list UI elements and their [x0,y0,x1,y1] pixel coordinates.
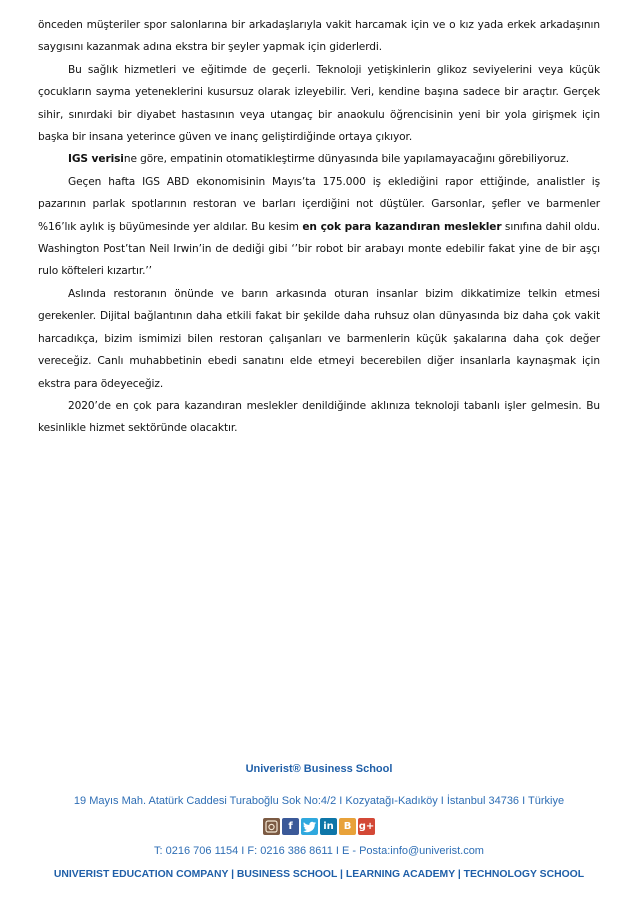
footer-bottom-line: UNIVERIST EDUCATION COMPANY | BUSINESS SCHOOL | LEARNING ACADEMY | TECHNOLOGY SCHOOL [53,869,585,880]
paragraph-4-a: Geçen hafta IGS ABD ekonomisinin Mayıs’ta 175.000 iş eklediğini rapor ettiğinde, analistler iş pazarının parlak spotlarının restoran ve barları içerdiğini not düştüler. Garsonlar, şefler ve barmenler %16’lık aylık iş büyümesinde yer aldılar. Bu kesim [38,175,600,233]
bold-meslekler: en çok para kazandıran meslekler [302,220,502,233]
paragraph-1: önceden müşteriler spor salonlarına bir arkadaşlarıyla vakit harcamak için ve o kız yada erkek arkadaşının saygısını kazanmak adına ekstra bir şeyler yapmak için giderlerdi. [38,19,600,54]
paragraph-6: 2020’de en çok para kazandıran meslekler denildiğinde aklınıza teknoloji tabanlı işler gelmesin. Bu kesinlikle hizmet sektöründe olacaktır. [38,399,600,435]
paragraph-3 [38,148,600,170]
facebook-icon[interactable]: f [282,818,299,835]
blogger-icon[interactable]: B [339,818,356,835]
paragraph-3-rest: ne göre, empatinin otomatikleştirme dünyasında bile yapılamayacağını görebiliyoruz. [123,153,569,166]
article-body [38,14,600,440]
twitter-icon[interactable] [301,818,318,835]
paragraph-4 [38,171,600,283]
footer-social-icons [0,818,638,836]
footer-address: 19 Mayıs Mah. Atatürk Caddesi Turaboğlu Sok No:4/2 I Kozyatağı-Kadıköy I İstanbul 34736 I Türkiye [73,795,565,807]
footer-title: Univerist® Business School [245,763,393,775]
paragraph-2: Bu sağlık hizmetleri ve eğitimde de geçerli. Teknoloji yetişkinlerin glikoz seviyelerini veya küçük çocukların sayma yeteneklerini kusursuz olarak izleyebilir. Veri, kendine başına sadece bir araçtır. Gerçek sihir, sınırdaki bir diyabet hastasının veya utangaç bir anaokulu öğrencisinin yeni bir yola girişmek için başka bir insana yeterince güven ve inanç geliştirdiğinde ortaya çıkıyor. [38,63,600,144]
footer-contact: T: 0216 706 1154 I F: 0216 386 8611 I E - Posta:info@univerist.com [154,845,484,857]
paragraph-5: Aslında restoranın önünde ve barın arkasında oturan insanlar bizim dikkatimize telkin etmesi gerekenler. Dijital bağlantının daha etkili fakat bir şekilde daha ruhsuz olan dünyasında biz daha çok vakit harcadıkça, bizim ismimizi bilen restoran çalışanları ve barmenlerin küçük şakalarına daha çok değer vereceğiz. Canlı muhabbetinin ebedi sanatını elde etmeyi becerebilen diğer insanlarla kaynaşmak için ekstra para ödeyeceğiz. [38,287,600,390]
paragraph-4-b: sınıfına dahil oldu. Washington Post’tan Neil Irwin’in de dediği gibi ‘’bir robot bir arabayı monte edebilir fakat yine de bir aşçı rulo köfteleri kızartır.’’ [38,220,600,278]
bold-igs-verisi: IGS verisi [68,153,124,166]
instagram-icon[interactable] [263,818,280,835]
google-plus-icon[interactable]: g+ [358,818,375,835]
linkedin-icon[interactable]: in [320,818,337,835]
